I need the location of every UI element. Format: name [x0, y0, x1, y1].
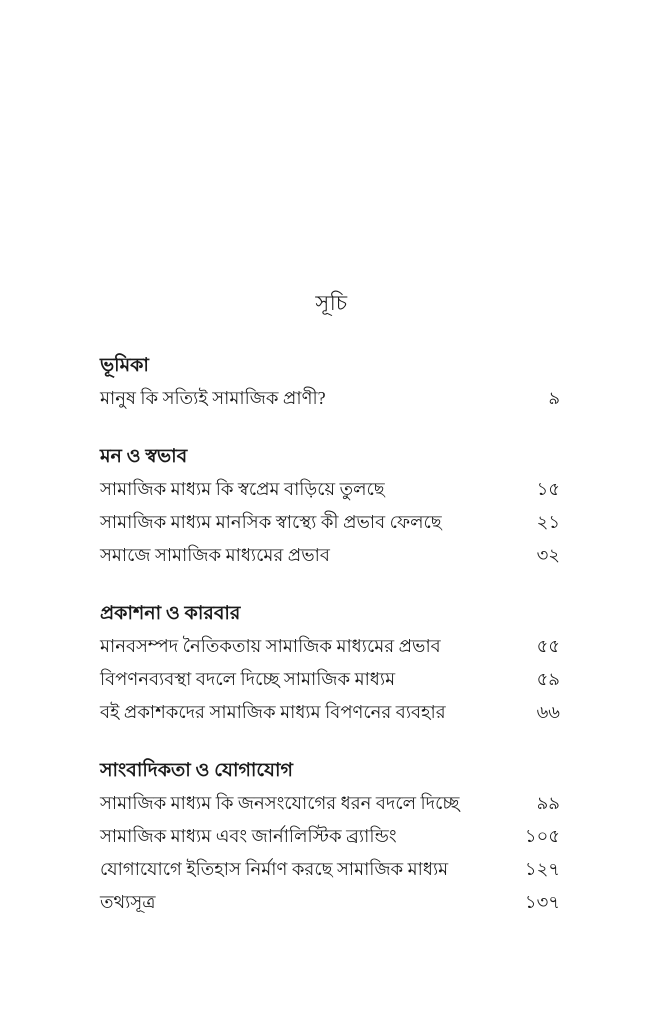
entry-page: ৩২: [536, 545, 560, 565]
toc-entry: [100, 886, 560, 919]
page-title: সূচি: [315, 291, 348, 315]
entry-label: সামাজিক মাধ্যম এবং জার্নালিস্টিক ব্র্যান্ডিং: [100, 826, 397, 846]
toc-section: [100, 440, 560, 572]
entry-label: মানুষ কি সত্যিই সামাজিক প্রাণী?: [100, 388, 326, 408]
entry-page: ৯৯: [536, 793, 560, 813]
section-entries: [100, 382, 560, 415]
section-entries: [100, 787, 560, 919]
entry-page: ১২৭: [524, 859, 560, 879]
toc-entry: [100, 506, 560, 539]
toc: [100, 349, 560, 919]
toc-entry: [100, 630, 560, 663]
toc-entry: [100, 539, 560, 572]
section-heading: মন ও স্বভাব: [100, 446, 188, 467]
toc-entry: [100, 853, 560, 886]
toc-entry: [100, 696, 560, 729]
toc-entry: [100, 663, 560, 696]
entry-page: ২১: [536, 512, 560, 532]
toc-section: [100, 597, 560, 729]
entry-page: ৫৯: [536, 669, 560, 689]
section-heading: ভূমিকা: [100, 355, 149, 376]
section-heading: প্রকাশনা ও কারবার: [100, 603, 241, 624]
section-entries: [100, 473, 560, 572]
entry-page: ৫৫: [536, 636, 560, 656]
entry-label: বিপণনব্যবস্থা বদলে দিচ্ছে সামাজিক মাধ্যম: [100, 669, 396, 689]
section-entries: [100, 630, 560, 729]
entry-label: তথ্যসূত্র: [100, 892, 156, 912]
entry-label: মানবসম্পদ নৈতিকতায় সামাজিক মাধ্যমের প্রভাব: [100, 636, 441, 656]
toc-section: [100, 349, 560, 415]
entry-label: সামাজিক মাধ্যম কি স্বপ্রেম বাড়িয়ে তুলছে: [100, 479, 385, 499]
toc-entry: [100, 820, 560, 853]
section-heading: সাংবাদিকতা ও যোগাযোগ: [100, 760, 293, 781]
entry-label: সমাজে সামাজিক মাধ্যমের প্রভাব: [100, 545, 330, 565]
toc-entry: [100, 382, 560, 415]
entry-page: ৯: [548, 388, 560, 408]
toc-section: [100, 754, 560, 919]
entry-page: ৬৬: [536, 702, 560, 722]
toc-entry: [100, 473, 560, 506]
toc-entry: [100, 787, 560, 820]
entry-label: বই প্রকাশকদের সামাজিক মাধ্যম বিপণনের ব্যবহার: [100, 702, 446, 722]
entry-page: ১৫: [536, 479, 560, 499]
entry-page: ১৩৭: [524, 892, 560, 912]
entry-label: সামাজিক মাধ্যম মানসিক স্বাস্থ্যে কী প্রভাব ফেলছে: [100, 512, 442, 532]
entry-label: যোগাযোগে ইতিহাস নির্মাণ করছে সামাজিক মাধ্যম: [100, 859, 449, 879]
entry-page: ১০৫: [524, 826, 560, 846]
entry-label: সামাজিক মাধ্যম কি জনসংযোগের ধরন বদলে দিচ্ছে: [100, 793, 460, 813]
